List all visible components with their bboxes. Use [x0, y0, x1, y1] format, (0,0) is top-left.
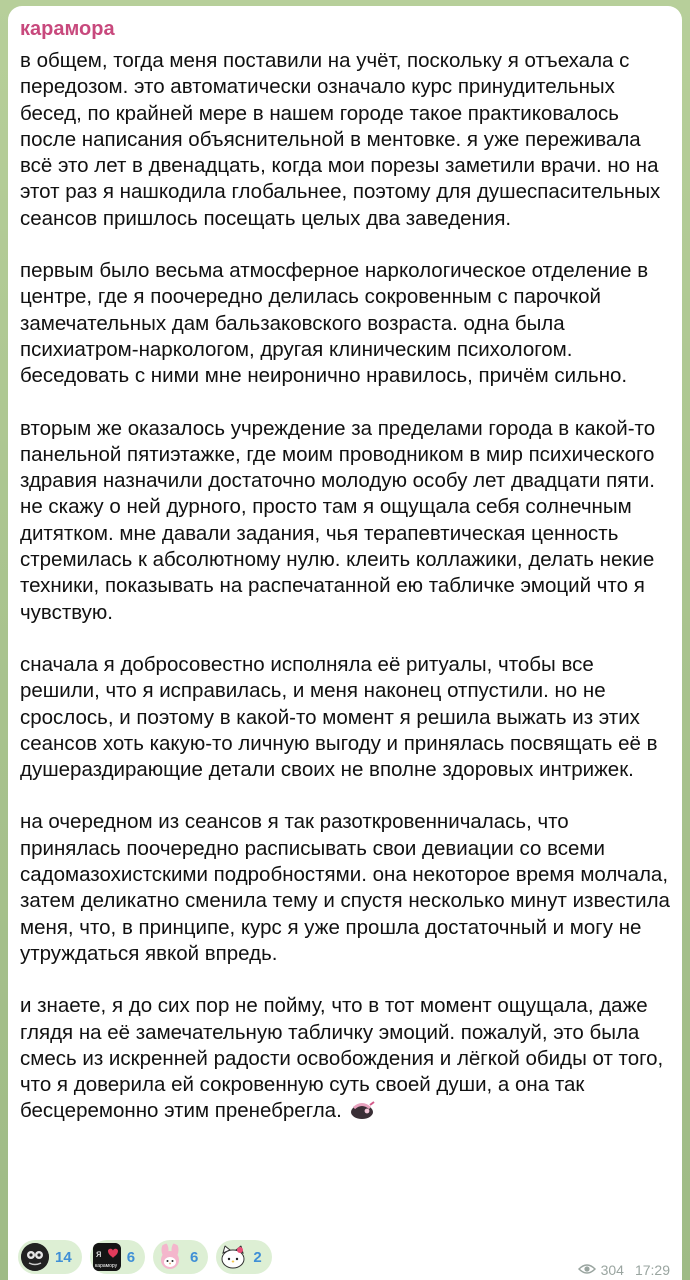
- reaction-emoji-icon: [93, 1243, 121, 1271]
- reaction-count: 6: [190, 1248, 199, 1266]
- sender-name[interactable]: карамора: [20, 18, 115, 40]
- reaction-emoji-icon: [21, 1243, 49, 1271]
- message-paragraph: в общем, тогда меня поставили на учёт, поскольку я отъехала с передозом. это автоматически означало курс принудительных бесед, по крайней мере в нашем городе такое практиковалось после написания объяснительной в ментовке. я уже переживала всё это лет в двенадцать, когда мои порезы заметили врачи. но на этот раз я нашкодила глобальнее, поэтому для душеспасительных сеансов пришлось посещать целых два заведения.: [20, 49, 661, 230]
- message-paragraph: на очередном из сеансов я так разоткровенничалась, что принялась поочередно расписывать свои девиации со всеми садомазохистскими подробностями. она некоторое время молчала, затем деликатно сменила тему и спустя несколько минут известила меня, что, в принципе, курс я уже прошла достаточный и могу не утруждаться явкой впредь.: [20, 810, 670, 965]
- message-paragraph: первым было весьма атмосферное наркологическое отделение в центре, где я поочередно делилась сокровенным с парочкой замечательных дам бальзаковского возраста. одна была психиатром-наркологом, другая клиническим психологом. беседовать с ними мне неиронично нравилось, причём сильно.: [20, 259, 649, 388]
- views-eye-icon: [578, 1262, 596, 1278]
- reaction-chip[interactable]: [153, 1240, 208, 1274]
- reaction-count: 2: [253, 1248, 262, 1266]
- reaction-count: 14: [55, 1248, 72, 1266]
- custom-emoji-icon: [348, 1099, 376, 1121]
- hello-kitty-icon: [219, 1243, 247, 1271]
- reaction-chip[interactable]: [90, 1240, 145, 1274]
- svg-text:я: я: [95, 1249, 102, 1260]
- views-count: 304: [600, 1262, 624, 1278]
- reactions-bar: [18, 1240, 272, 1274]
- reaction-chip[interactable]: [18, 1240, 82, 1274]
- message-paragraph-last: [20, 993, 670, 1124]
- svg-text:карамору: карамору: [94, 1263, 117, 1269]
- message-paragraph: вторым же оказалось учреждение за пределами города в какой-то панельной пятиэтажке, где моим проводником в мир психического здравия назначили достаточно молодую особу лет двадцати пяти. не скажу о ней дурного, просто там я ощущала себя солнечным дитятком. мне давали задания, чья терапевтическая ценность стремилась к абсолютному нулю. клеить коллажики, делать некие техники, показывать на распечатанной ею табличке эмоций что я чувствую.: [20, 416, 656, 624]
- message-text: [20, 48, 670, 1125]
- message-bubble[interactable]: [8, 6, 682, 1280]
- reaction-chip[interactable]: [216, 1240, 271, 1274]
- message-paragraph-text: и знаете, я до сих пор не пойму, что в тот момент ощущала, даже глядя на её замечательную табличку эмоций. пожалуй, это была смесь из искренней радости освобождения и лёгкой обиды от того, что я доверила ей сокровенную суть своей души, а она так бесцеремонно этим пренебрегла.: [20, 994, 664, 1123]
- message-meta: [578, 1262, 670, 1278]
- message-time: 17:29: [634, 1262, 670, 1278]
- my-melody-icon: [156, 1243, 184, 1271]
- message-paragraph: сначала я добросовестно исполняла её ритуалы, чтобы все решили, что я исправилась, и меня наконец отпустили. но не срослось, и поэтому в какой-то момент я решила выжать из этих сеансов хоть какую-то личную выгоду и принялась посвящать её в душераздирающие детали своих не вполне здоровых интрижек.: [20, 652, 658, 782]
- reaction-count: 6: [126, 1248, 136, 1266]
